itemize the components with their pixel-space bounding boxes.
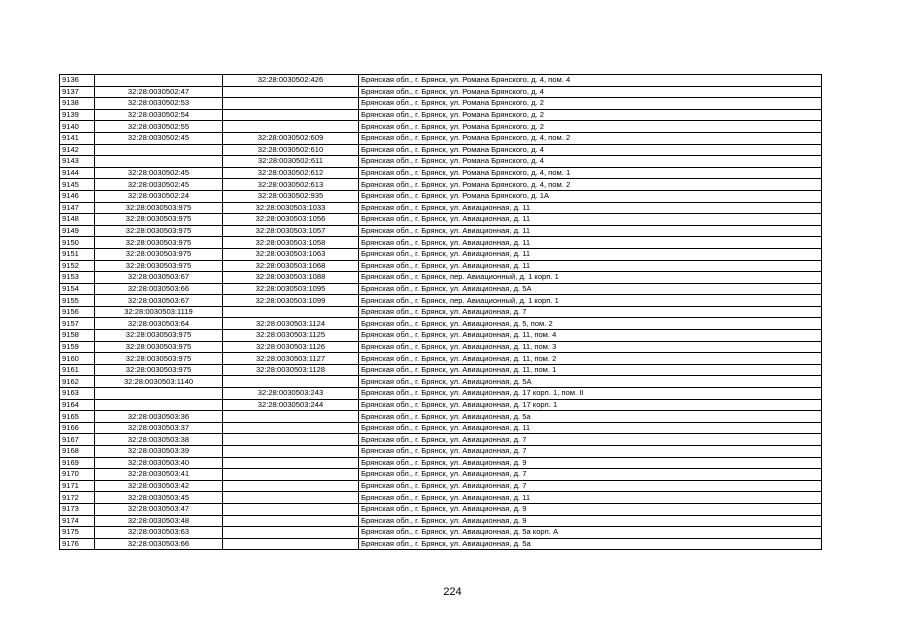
address-cell: Брянская обл., г. Брянск, пер. Авиационный, д. 1 корп. 1 xyxy=(359,272,822,284)
table-row xyxy=(60,179,822,191)
row-number-cell: 9167 xyxy=(60,434,95,446)
table-row xyxy=(60,318,822,330)
parent-cadastral-cell: 32:28:0030503:975 xyxy=(95,364,223,376)
row-number-cell: 9139 xyxy=(60,109,95,121)
parent-cadastral-cell: 32:28:0030503:36 xyxy=(95,411,223,423)
cadastral-number-cell: 32:28:0030502:613 xyxy=(223,179,359,191)
row-number-cell: 9138 xyxy=(60,98,95,110)
table-row xyxy=(60,98,822,110)
row-number-cell: 9151 xyxy=(60,248,95,260)
address-cell: Брянская обл., г. Брянск, ул. Авиационная, д. 11, пом. 1 xyxy=(359,364,822,376)
address-cell: Брянская обл., г. Брянск, ул. Авиационная, д. 5а корп. А xyxy=(359,527,822,539)
address-cell: Брянская обл., г. Брянск, ул. Авиационная, д. 7 xyxy=(359,434,822,446)
cadastral-number-cell: 32:28:0030502:609 xyxy=(223,132,359,144)
row-number-cell: 9143 xyxy=(60,156,95,168)
table-row xyxy=(60,86,822,98)
row-number-cell: 9136 xyxy=(60,75,95,87)
cadastral-number-cell: 32:28:0030502:611 xyxy=(223,156,359,168)
parent-cadastral-cell: 32:28:0030503:67 xyxy=(95,272,223,284)
cadastral-number-cell xyxy=(223,515,359,527)
row-number-cell: 9150 xyxy=(60,237,95,249)
parent-cadastral-cell: 32:28:0030503:66 xyxy=(95,538,223,550)
address-cell: Брянская обл., г. Брянск, ул. Авиационная, д. 11 xyxy=(359,237,822,249)
parent-cadastral-cell: 32:28:0030503:40 xyxy=(95,457,223,469)
row-number-cell: 9171 xyxy=(60,480,95,492)
address-cell: Брянская обл., г. Брянск, ул. Романа Брянского, д. 2 xyxy=(359,98,822,110)
table-row xyxy=(60,480,822,492)
address-cell: Брянская обл., г. Брянск, ул. Романа Брянского, д. 2 xyxy=(359,109,822,121)
address-cell: Брянская обл., г. Брянск, ул. Авиационная, д. 9 xyxy=(359,457,822,469)
table-row xyxy=(60,411,822,423)
row-number-cell: 9154 xyxy=(60,283,95,295)
parent-cadastral-cell: 32:28:0030502:55 xyxy=(95,121,223,133)
row-number-cell: 9170 xyxy=(60,469,95,481)
row-number-cell: 9161 xyxy=(60,364,95,376)
row-number-cell: 9158 xyxy=(60,330,95,342)
parent-cadastral-cell: 32:28:0030503:37 xyxy=(95,422,223,434)
row-number-cell: 9146 xyxy=(60,190,95,202)
address-cell: Брянская обл., г. Брянск, ул. Авиационная, д. 11, пом. 4 xyxy=(359,330,822,342)
cadastral-number-cell xyxy=(223,121,359,133)
row-number-cell: 9155 xyxy=(60,295,95,307)
parent-cadastral-cell: 32:28:0030502:47 xyxy=(95,86,223,98)
cadastral-number-cell xyxy=(223,306,359,318)
row-number-cell: 9165 xyxy=(60,411,95,423)
row-number-cell: 9153 xyxy=(60,272,95,284)
address-cell: Брянская обл., г. Брянск, ул. Авиационная, д. 11, пом. 3 xyxy=(359,341,822,353)
row-number-cell: 9159 xyxy=(60,341,95,353)
address-cell: Брянская обл., г. Брянск, ул. Романа Брянского, д. 4, пом. 4 xyxy=(359,75,822,87)
row-number-cell: 9149 xyxy=(60,225,95,237)
parent-cadastral-cell: 32:28:0030502:45 xyxy=(95,179,223,191)
address-cell: Брянская обл., г. Брянск, ул. Авиационная, д. 17 корп. 1, пом. II xyxy=(359,388,822,400)
cadastral-number-cell xyxy=(223,480,359,492)
row-number-cell: 9169 xyxy=(60,457,95,469)
address-cell: Брянская обл., г. Брянск, ул. Авиационная, д. 7 xyxy=(359,446,822,458)
row-number-cell: 9142 xyxy=(60,144,95,156)
parent-cadastral-cell: 32:28:0030502:45 xyxy=(95,167,223,179)
table-row xyxy=(60,248,822,260)
address-cell: Брянская обл., г. Брянск, ул. Романа Брянского, д. 4 xyxy=(359,86,822,98)
address-cell: Брянская обл., г. Брянск, ул. Авиационная, д. 11, пом. 2 xyxy=(359,353,822,365)
address-cell: Брянская обл., г. Брянск, ул. Романа Брянского, д. 2 xyxy=(359,121,822,133)
table-row xyxy=(60,214,822,226)
cadastral-number-cell xyxy=(223,503,359,515)
address-cell: Брянская обл., г. Брянск, ул. Романа Брянского, д. 4, пом. 2 xyxy=(359,179,822,191)
address-cell: Брянская обл., г. Брянск, ул. Авиационная, д. 11 xyxy=(359,214,822,226)
row-number-cell: 9140 xyxy=(60,121,95,133)
row-number-cell: 9141 xyxy=(60,132,95,144)
parent-cadastral-cell: 32:28:0030503:41 xyxy=(95,469,223,481)
cadastral-number-cell: 32:28:0030503:1099 xyxy=(223,295,359,307)
table-row xyxy=(60,225,822,237)
table-row xyxy=(60,260,822,272)
cadastral-number-cell: 32:28:0030503:1058 xyxy=(223,237,359,249)
table-row xyxy=(60,190,822,202)
table-row xyxy=(60,237,822,249)
row-number-cell: 9172 xyxy=(60,492,95,504)
cadastral-number-cell xyxy=(223,527,359,539)
cadastral-number-cell xyxy=(223,457,359,469)
address-cell: Брянская обл., г. Брянск, ул. Авиационная, д. 5А xyxy=(359,283,822,295)
cadastral-number-cell xyxy=(223,446,359,458)
parent-cadastral-cell: 32:28:0030503:1140 xyxy=(95,376,223,388)
cadastral-number-cell: 32:28:0030503:1125 xyxy=(223,330,359,342)
cadastral-number-cell: 32:28:0030503:1128 xyxy=(223,364,359,376)
address-cell: Брянская обл., г. Брянск, ул. Авиационная, д. 9 xyxy=(359,515,822,527)
cadastral-number-cell xyxy=(223,469,359,481)
cadastral-number-cell: 32:28:0030503:1056 xyxy=(223,214,359,226)
cadastral-number-cell: 32:28:0030502:610 xyxy=(223,144,359,156)
table-row xyxy=(60,341,822,353)
cadastral-number-cell: 32:28:0030503:1063 xyxy=(223,248,359,260)
parent-cadastral-cell: 32:28:0030503:975 xyxy=(95,353,223,365)
table-row xyxy=(60,202,822,214)
table-row xyxy=(60,306,822,318)
parent-cadastral-cell: 32:28:0030503:47 xyxy=(95,503,223,515)
table-row xyxy=(60,156,822,168)
row-number-cell: 9156 xyxy=(60,306,95,318)
address-cell: Брянская обл., г. Брянск, ул. Авиационная, д. 11 xyxy=(359,492,822,504)
cadastral-number-cell: 32:28:0030503:1068 xyxy=(223,260,359,272)
parent-cadastral-cell: 32:28:0030503:63 xyxy=(95,527,223,539)
cadastral-number-cell: 32:28:0030503:1095 xyxy=(223,283,359,295)
parent-cadastral-cell: 32:28:0030503:975 xyxy=(95,330,223,342)
table-row xyxy=(60,353,822,365)
cadastral-number-cell xyxy=(223,538,359,550)
row-number-cell: 9147 xyxy=(60,202,95,214)
table-row xyxy=(60,434,822,446)
cadastral-number-cell xyxy=(223,376,359,388)
cadastral-number-cell: 32:28:0030503:1124 xyxy=(223,318,359,330)
address-cell: Брянская обл., г. Брянск, ул. Авиационная, д. 11 xyxy=(359,260,822,272)
address-cell: Брянская обл., г. Брянск, ул. Авиационная, д. 7 xyxy=(359,306,822,318)
cadastral-number-cell: 32:28:0030503:1126 xyxy=(223,341,359,353)
row-number-cell: 9157 xyxy=(60,318,95,330)
cadastral-number-cell xyxy=(223,422,359,434)
parent-cadastral-cell xyxy=(95,75,223,87)
address-cell: Брянская обл., г. Брянск, ул. Авиационная, д. 17 корп. 1 xyxy=(359,399,822,411)
address-cell: Брянская обл., г. Брянск, ул. Авиационная, д. 11 xyxy=(359,248,822,260)
parent-cadastral-cell: 32:28:0030503:39 xyxy=(95,446,223,458)
address-cell: Брянская обл., г. Брянск, ул. Авиационная, д. 11 xyxy=(359,202,822,214)
address-cell: Брянская обл., г. Брянск, ул. Романа Брянского, д. 4, пом. 1 xyxy=(359,167,822,179)
parent-cadastral-cell: 32:28:0030503:1119 xyxy=(95,306,223,318)
cadastral-number-cell: 32:28:0030503:243 xyxy=(223,388,359,400)
address-cell: Брянская обл., г. Брянск, пер. Авиационный, д. 1 корп. 1 xyxy=(359,295,822,307)
cadastral-number-cell xyxy=(223,434,359,446)
row-number-cell: 9164 xyxy=(60,399,95,411)
address-cell: Брянская обл., г. Брянск, ул. Авиационная, д. 7 xyxy=(359,480,822,492)
table-row xyxy=(60,515,822,527)
parent-cadastral-cell: 32:28:0030503:975 xyxy=(95,248,223,260)
registry-table-body xyxy=(60,75,822,550)
cadastral-number-cell xyxy=(223,98,359,110)
page-number: 224 xyxy=(443,586,462,598)
parent-cadastral-cell: 32:28:0030502:54 xyxy=(95,109,223,121)
parent-cadastral-cell xyxy=(95,144,223,156)
cadastral-number-cell: 32:28:0030503:1127 xyxy=(223,353,359,365)
table-row xyxy=(60,144,822,156)
address-cell: Брянская обл., г. Брянск, ул. Авиационная, д. 11 xyxy=(359,225,822,237)
row-number-cell: 9148 xyxy=(60,214,95,226)
parent-cadastral-cell: 32:28:0030503:975 xyxy=(95,341,223,353)
table-row xyxy=(60,422,822,434)
cadastral-number-cell xyxy=(223,86,359,98)
row-number-cell: 9175 xyxy=(60,527,95,539)
address-cell: Брянская обл., г. Брянск, ул. Романа Брянского, д. 4 xyxy=(359,144,822,156)
table-row xyxy=(60,121,822,133)
parent-cadastral-cell xyxy=(95,156,223,168)
parent-cadastral-cell: 32:28:0030503:42 xyxy=(95,480,223,492)
address-cell: Брянская обл., г. Брянск, ул. Авиационная, д. 5, пом. 2 xyxy=(359,318,822,330)
parent-cadastral-cell: 32:28:0030503:38 xyxy=(95,434,223,446)
row-number-cell: 9160 xyxy=(60,353,95,365)
address-cell: Брянская обл., г. Брянск, ул. Романа Брянского, д. 1А xyxy=(359,190,822,202)
parent-cadastral-cell: 32:28:0030502:53 xyxy=(95,98,223,110)
cadastral-number-cell: 32:28:0030502:426 xyxy=(223,75,359,87)
table-row xyxy=(60,132,822,144)
table-row xyxy=(60,109,822,121)
table-row xyxy=(60,295,822,307)
registry-table xyxy=(59,74,822,550)
row-number-cell: 9152 xyxy=(60,260,95,272)
parent-cadastral-cell: 32:28:0030503:48 xyxy=(95,515,223,527)
table-row xyxy=(60,457,822,469)
row-number-cell: 9163 xyxy=(60,388,95,400)
table-row xyxy=(60,538,822,550)
parent-cadastral-cell: 32:28:0030503:45 xyxy=(95,492,223,504)
row-number-cell: 9168 xyxy=(60,446,95,458)
table-row xyxy=(60,399,822,411)
table-row xyxy=(60,376,822,388)
row-number-cell: 9176 xyxy=(60,538,95,550)
parent-cadastral-cell: 32:28:0030503:975 xyxy=(95,214,223,226)
parent-cadastral-cell: 32:28:0030503:64 xyxy=(95,318,223,330)
table-row xyxy=(60,75,822,87)
table-row xyxy=(60,469,822,481)
row-number-cell: 9137 xyxy=(60,86,95,98)
address-cell: Брянская обл., г. Брянск, ул. Авиационная, д. 5а xyxy=(359,538,822,550)
parent-cadastral-cell: 32:28:0030503:975 xyxy=(95,225,223,237)
cadastral-number-cell: 32:28:0030502:935 xyxy=(223,190,359,202)
row-number-cell: 9173 xyxy=(60,503,95,515)
row-number-cell: 9145 xyxy=(60,179,95,191)
table-row xyxy=(60,364,822,376)
cadastral-number-cell xyxy=(223,411,359,423)
table-row xyxy=(60,446,822,458)
parent-cadastral-cell: 32:28:0030502:45 xyxy=(95,132,223,144)
parent-cadastral-cell: 32:28:0030503:975 xyxy=(95,202,223,214)
table-row xyxy=(60,492,822,504)
address-cell: Брянская обл., г. Брянск, ул. Романа Брянского, д. 4 xyxy=(359,156,822,168)
table-row xyxy=(60,388,822,400)
table-row xyxy=(60,283,822,295)
cadastral-number-cell: 32:28:0030503:1057 xyxy=(223,225,359,237)
parent-cadastral-cell xyxy=(95,388,223,400)
address-cell: Брянская обл., г. Брянск, ул. Авиационная, д. 5А xyxy=(359,376,822,388)
cadastral-number-cell: 32:28:0030502:612 xyxy=(223,167,359,179)
cadastral-number-cell: 32:28:0030503:1033 xyxy=(223,202,359,214)
cadastral-number-cell: 32:28:0030503:244 xyxy=(223,399,359,411)
address-cell: Брянская обл., г. Брянск, ул. Авиационная, д. 9 xyxy=(359,503,822,515)
table-row xyxy=(60,167,822,179)
table-row xyxy=(60,272,822,284)
parent-cadastral-cell: 32:28:0030503:67 xyxy=(95,295,223,307)
parent-cadastral-cell xyxy=(95,399,223,411)
parent-cadastral-cell: 32:28:0030502:24 xyxy=(95,190,223,202)
address-cell: Брянская обл., г. Брянск, ул. Романа Брянского, д. 4, пом. 2 xyxy=(359,132,822,144)
row-number-cell: 9174 xyxy=(60,515,95,527)
parent-cadastral-cell: 32:28:0030503:975 xyxy=(95,260,223,272)
parent-cadastral-cell: 32:28:0030503:975 xyxy=(95,237,223,249)
parent-cadastral-cell: 32:28:0030503:66 xyxy=(95,283,223,295)
cadastral-number-cell: 32:28:0030503:1088 xyxy=(223,272,359,284)
table-row xyxy=(60,330,822,342)
address-cell: Брянская обл., г. Брянск, ул. Авиационная, д. 11 xyxy=(359,422,822,434)
table-row xyxy=(60,527,822,539)
address-cell: Брянская обл., г. Брянск, ул. Авиационная, д. 5а xyxy=(359,411,822,423)
row-number-cell: 9162 xyxy=(60,376,95,388)
row-number-cell: 9144 xyxy=(60,167,95,179)
cadastral-number-cell xyxy=(223,492,359,504)
table-row xyxy=(60,503,822,515)
row-number-cell: 9166 xyxy=(60,422,95,434)
address-cell: Брянская обл., г. Брянск, ул. Авиационная, д. 7 xyxy=(359,469,822,481)
cadastral-number-cell xyxy=(223,109,359,121)
